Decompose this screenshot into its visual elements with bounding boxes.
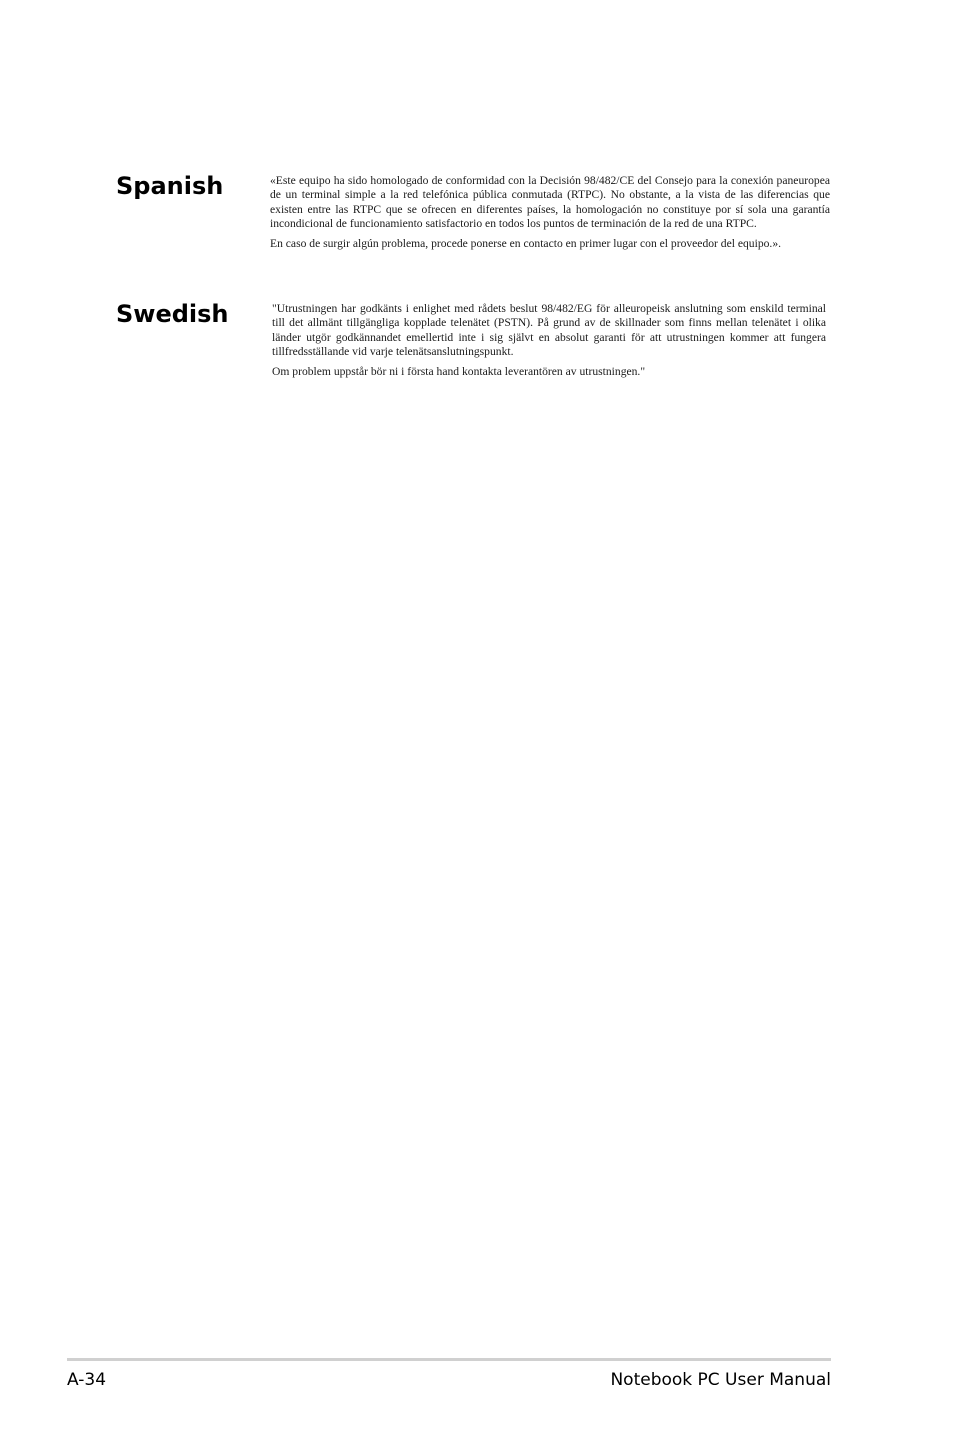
paragraph: «Este equipo ha sido homologado de conformidad con la Decisión 98/482/CE del Consejo para la conexión paneuropea de un terminal simple a la red telefónica pública conmutada (RTPC). No obstante, a la vista de las diferencias que existen entre las RTPC que se ofrecen en diferentes países, la homologación no constituye por sí sola una garantía incondicional de funcionamiento satisfactorio en todos los puntos de terminación de la red de una RTPC. (270, 174, 830, 231)
section-heading-swedish: Swedish (116, 300, 229, 328)
section-body-swedish (272, 302, 826, 384)
paragraph: En caso de surgir algún problema, procede ponerse en contacto en primer lugar con el proveedor del equipo.». (270, 236, 782, 250)
paragraph: Om problem uppstår bör ni i första hand kontakta leverantören av utrustningen." (272, 364, 646, 378)
paragraph: "Utrustningen har godkänts i enlighet med rådets beslut 98/482/EG för alleuropeisk anslutning som enskild terminal till det allmänt tillgängliga kopplade telenätet (PSTN). På grund av de skillnader som finns mellan telenätet i olika länder utgör godkännandet emellertid inte i sig självt en absolut garanti för att utrustningen kommer att fungera tillfredsställande vid varje telenätsanslutningspunkt. (272, 302, 826, 359)
page-number: A-34 (67, 1370, 107, 1390)
footer-divider (67, 1358, 831, 1361)
section-body-spanish (270, 174, 830, 256)
manual-title: Notebook PC User Manual (610, 1370, 831, 1390)
section-heading-spanish: Spanish (116, 172, 224, 200)
